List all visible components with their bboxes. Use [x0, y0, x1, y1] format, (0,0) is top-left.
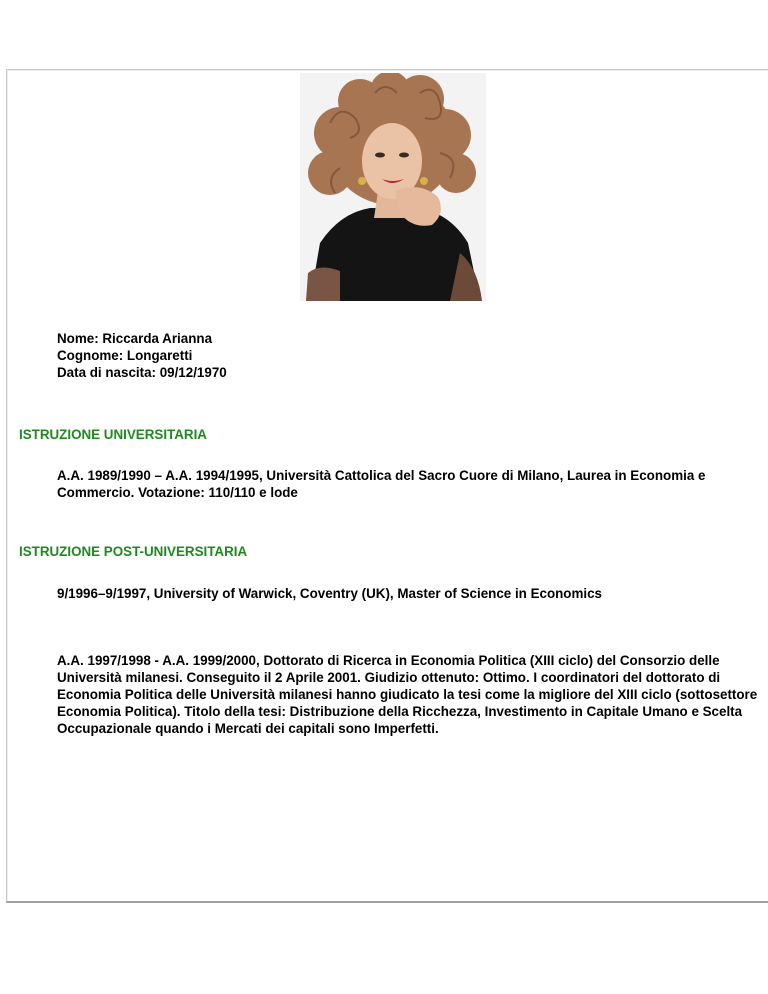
- section-title-university: ISTRUZIONE UNIVERSITARIA: [19, 427, 207, 442]
- profile-photo: [300, 73, 486, 301]
- phd-entry: A.A. 1997/1998 - A.A. 1999/2000, Dottorato di Ricerca in Economia Politica (XIII ciclo) del Consorzio delle Università milanesi. Conseguito il 2 Aprile 2001. Giudizio ottenuto: Ottimo. I coordinatori del dottorato di Economia Politica delle Università milanesi hanno giudicato la tesi come la migliore del XIII ciclo (sottosettore Economia Politica). Titolo della tesi: Distribuzione della Ricchezza, Investimento in Capitale Umano e Scelta Occupazionale quando i Mercati dei capitali sono Imperfetti.: [57, 653, 758, 736]
- last-name: Cognome: Longaretti: [57, 348, 193, 363]
- first-name: Nome: Riccarda Arianna: [57, 331, 213, 346]
- section-title-postgraduate: ISTRUZIONE POST-UNIVERSITARIA: [19, 544, 248, 559]
- master-entry: 9/1996–9/1997, University of Warwick, Coventry (UK), Master of Science in Economics: [57, 586, 603, 601]
- birth-date: Data di nascita: 09/12/1970: [57, 365, 227, 380]
- university-entry: A.A. 1989/1990 – A.A. 1994/1995, Università Cattolica del Sacro Cuore di Milano, Laurea in Economia e Commercio. Votazione: 110/110 e lode: [57, 468, 706, 500]
- personal-info: [57, 330, 227, 381]
